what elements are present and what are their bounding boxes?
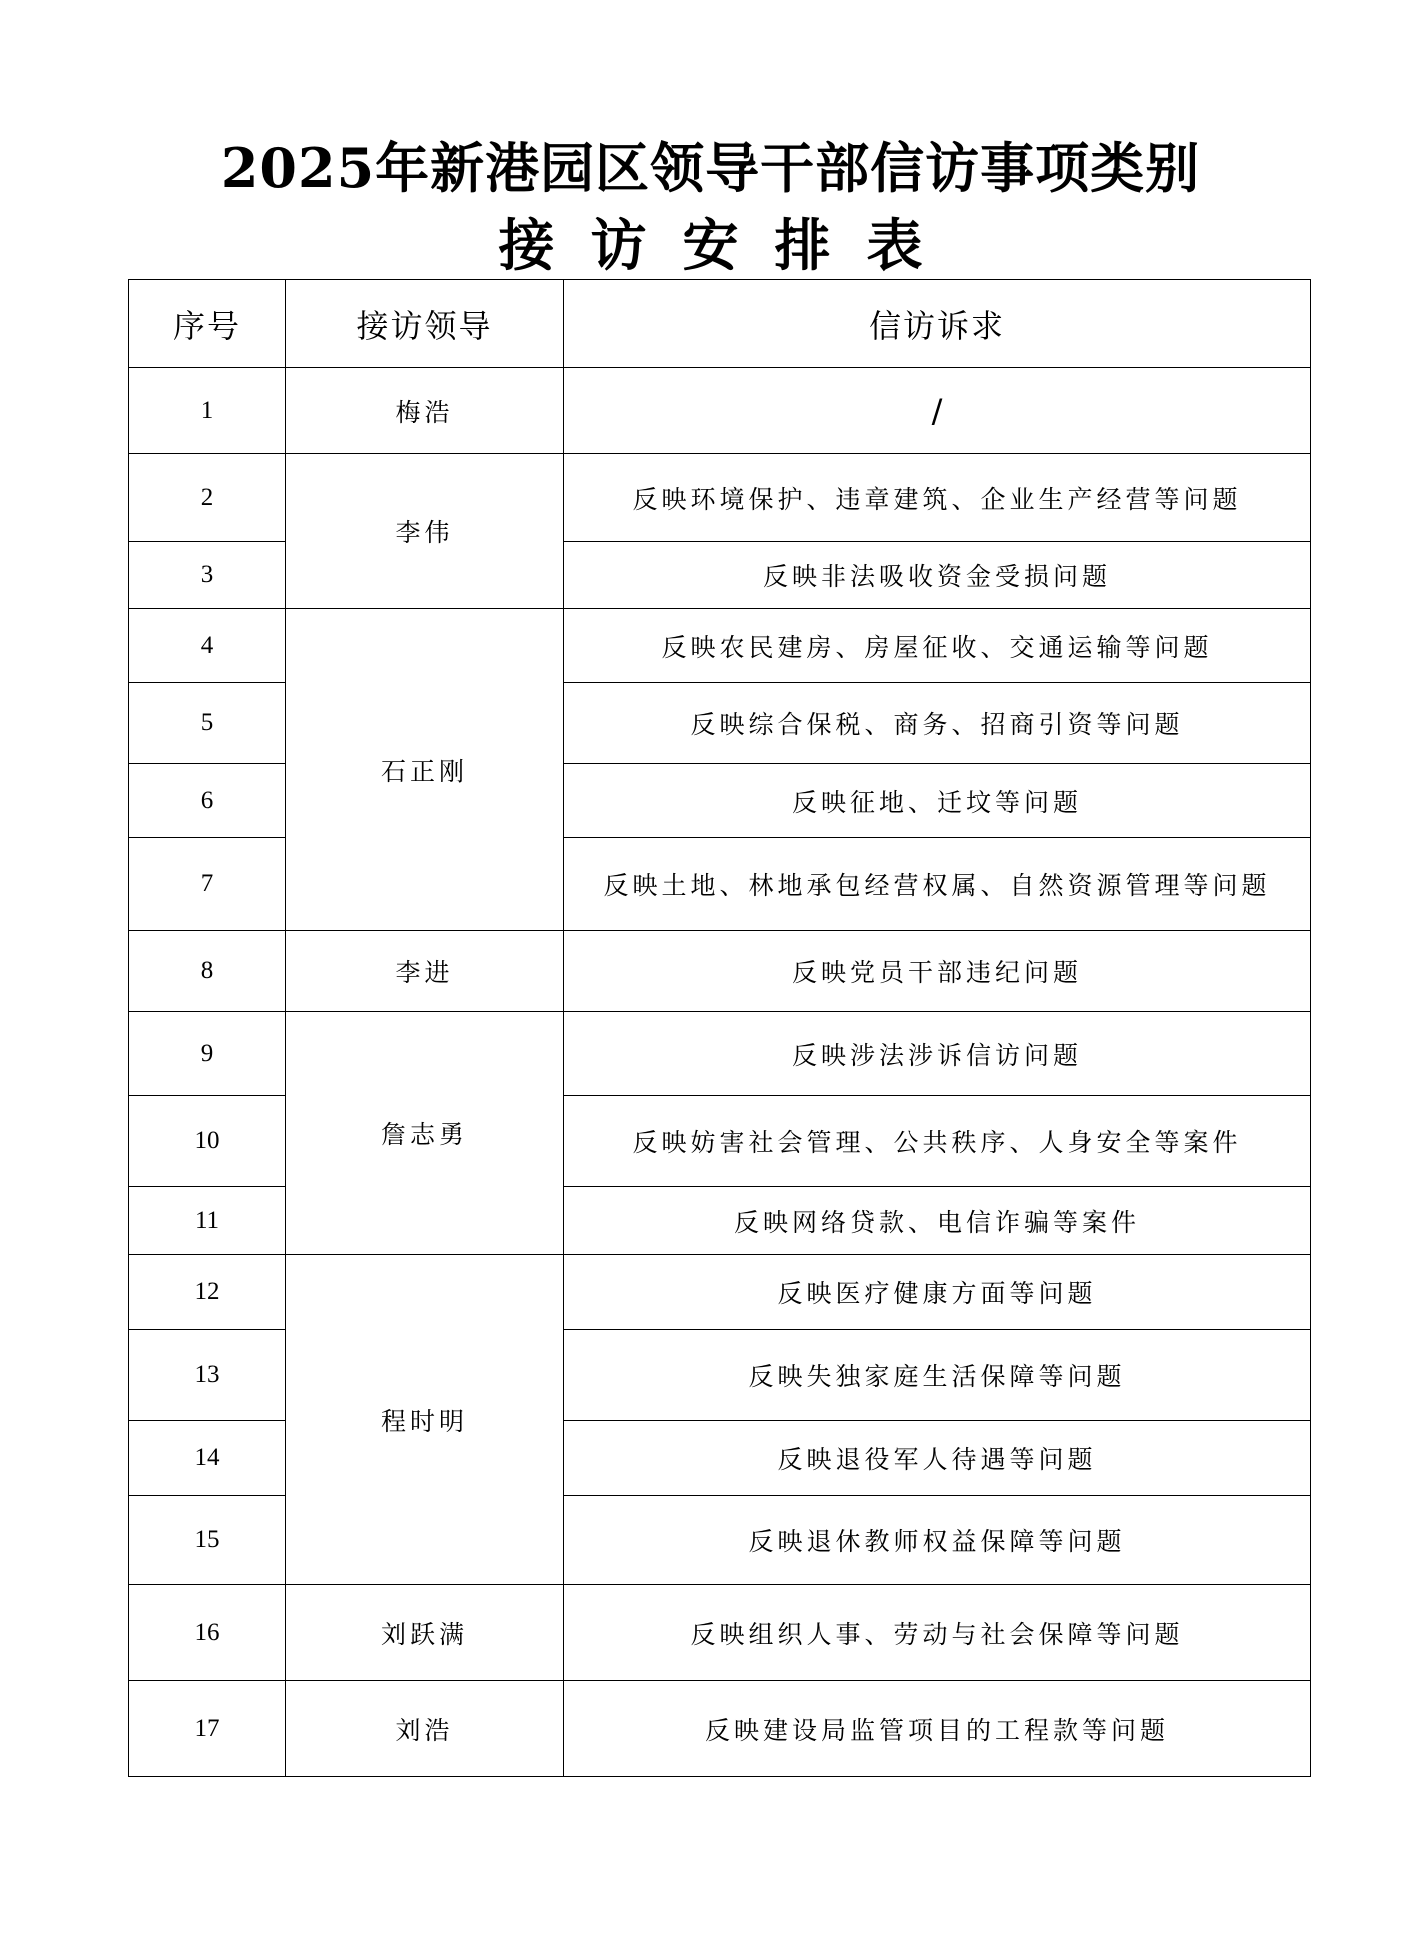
table-header-row xyxy=(129,280,1311,368)
row-appeal: 反映征地、迁坟等问题 xyxy=(564,764,1311,838)
reception-schedule-table xyxy=(128,279,1311,1777)
table-row xyxy=(129,609,1311,683)
row-appeal: 反映土地、林地承包经营权属、自然资源管理等问题 xyxy=(564,838,1311,931)
row-seq: 15 xyxy=(129,1496,286,1585)
row-appeal: 反映综合保税、商务、招商引资等问题 xyxy=(564,683,1311,764)
row-seq: 2 xyxy=(129,454,286,542)
table-row xyxy=(129,931,1311,1012)
row-seq: 8 xyxy=(129,931,286,1012)
row-appeal: 反映涉法涉诉信访问题 xyxy=(564,1012,1311,1096)
row-appeal: 反映网络贷款、电信诈骗等案件 xyxy=(564,1187,1311,1255)
row-appeal: 反映退役军人待遇等问题 xyxy=(564,1421,1311,1496)
row-seq: 1 xyxy=(129,368,286,454)
document-subtitle: 接访安排表 xyxy=(498,213,959,279)
table-row xyxy=(129,368,1311,454)
row-seq: 12 xyxy=(129,1255,286,1330)
row-seq: 14 xyxy=(129,1421,286,1496)
row-seq: 17 xyxy=(129,1681,286,1777)
row-leader: 梅浩 xyxy=(286,368,564,454)
row-seq: 4 xyxy=(129,609,286,683)
row-leader: 程时明 xyxy=(286,1255,564,1585)
row-appeal: 反映党员干部违纪问题 xyxy=(564,931,1311,1012)
row-leader: 石正刚 xyxy=(286,609,564,931)
row-seq: 11 xyxy=(129,1187,286,1255)
row-appeal: 反映失独家庭生活保障等问题 xyxy=(564,1330,1311,1421)
row-seq: 6 xyxy=(129,764,286,838)
table-row xyxy=(129,1012,1311,1096)
row-seq: 13 xyxy=(129,1330,286,1421)
row-appeal: 反映农民建房、房屋征收、交通运输等问题 xyxy=(564,609,1311,683)
row-appeal: 反映医疗健康方面等问题 xyxy=(564,1255,1311,1330)
row-seq: 16 xyxy=(129,1585,286,1681)
row-leader: 李进 xyxy=(286,931,564,1012)
row-leader: 李伟 xyxy=(286,454,564,609)
row-appeal: 反映妨害社会管理、公共秩序、人身安全等案件 xyxy=(564,1096,1311,1187)
row-leader: 詹志勇 xyxy=(286,1012,564,1255)
row-leader: 刘浩 xyxy=(286,1681,564,1777)
document-title: 2025年新港园区领导干部信访事项类别 xyxy=(220,136,1201,200)
table-row xyxy=(129,454,1311,542)
row-appeal: 反映非法吸收资金受损问题 xyxy=(564,542,1311,609)
row-appeal: 反映建设局监管项目的工程款等问题 xyxy=(564,1681,1311,1777)
header-leader: 接访领导 xyxy=(286,280,564,368)
row-appeal: 反映退休教师权益保障等问题 xyxy=(564,1496,1311,1585)
table-row xyxy=(129,1255,1311,1330)
row-appeal: 反映环境保护、违章建筑、企业生产经营等问题 xyxy=(564,454,1311,542)
header-appeal: 信访诉求 xyxy=(564,280,1311,368)
row-appeal: / xyxy=(564,368,1311,454)
row-leader: 刘跃满 xyxy=(286,1585,564,1681)
row-seq: 5 xyxy=(129,683,286,764)
table-row xyxy=(129,1681,1311,1777)
row-seq: 7 xyxy=(129,838,286,931)
row-seq: 9 xyxy=(129,1012,286,1096)
row-seq: 10 xyxy=(129,1096,286,1187)
header-seq: 序号 xyxy=(129,280,286,368)
row-appeal: 反映组织人事、劳动与社会保障等问题 xyxy=(564,1585,1311,1681)
table-row xyxy=(129,1585,1311,1681)
row-seq: 3 xyxy=(129,542,286,609)
